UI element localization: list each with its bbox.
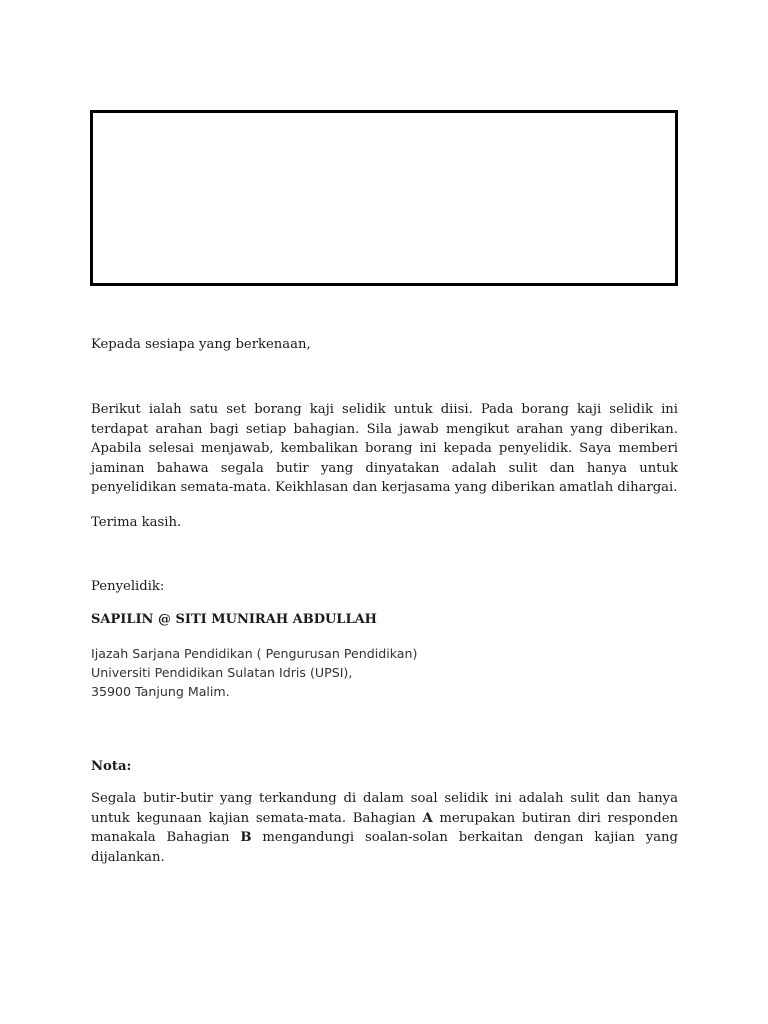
note-text-part1: Segala butir-butir yang terkandung di dalam soal selidik ini adalah sulit dan hanya untuk kegunaan kajian semata-mata. Bahagian [91, 791, 678, 826]
note-title: Nota: [91, 759, 132, 774]
affiliation-line-degree: Ijazah Sarjana Pendidikan ( Pengurusan Pendidikan) [91, 646, 418, 661]
salutation: Kepada sesiapa yang berkenaan, [91, 337, 311, 352]
affiliation-line-university: Universiti Pendidikan Sulatan Idris (UPSI), [91, 665, 353, 680]
note-bold-a: A [422, 810, 433, 826]
body-paragraph: Berikut ialah satu set borang kaji selidik untuk diisi. Pada borang kaji selidik ini terdapat arahan bagi setiap bahagian. Sila jawab mengikut arahan yang diberikan. Apabila selesai menjawab, kembalikan borang ini kepada penyelidik. Saya memberi jaminan bahawa segala butir yang dinyatakan adalah sulit dan hanya untuk penyelidikan semata-mata. Keikhlasan dan kerjasama yang diberikan amatlah dihargai. [91, 402, 678, 496]
note-text-part3: mengandungi soalan-solan berkaitan dengan kajian yang dijalankan. [91, 830, 678, 865]
thanks-line: Terima kasih. [91, 515, 182, 530]
researcher-affiliation [91, 644, 678, 701]
note-paragraph [91, 789, 678, 867]
note-text-part2: merupakan butiran diri responden manakala Bahagian [91, 810, 679, 846]
researcher-label: Penyelidik: [91, 579, 165, 594]
note-bold-b: B [240, 830, 252, 846]
affiliation-line-address: 35900 Tanjung Malim. [91, 684, 230, 699]
researcher-name: SAPILIN @ SITI MUNIRAH ABDULLAH [91, 612, 377, 627]
header-box [90, 110, 678, 286]
